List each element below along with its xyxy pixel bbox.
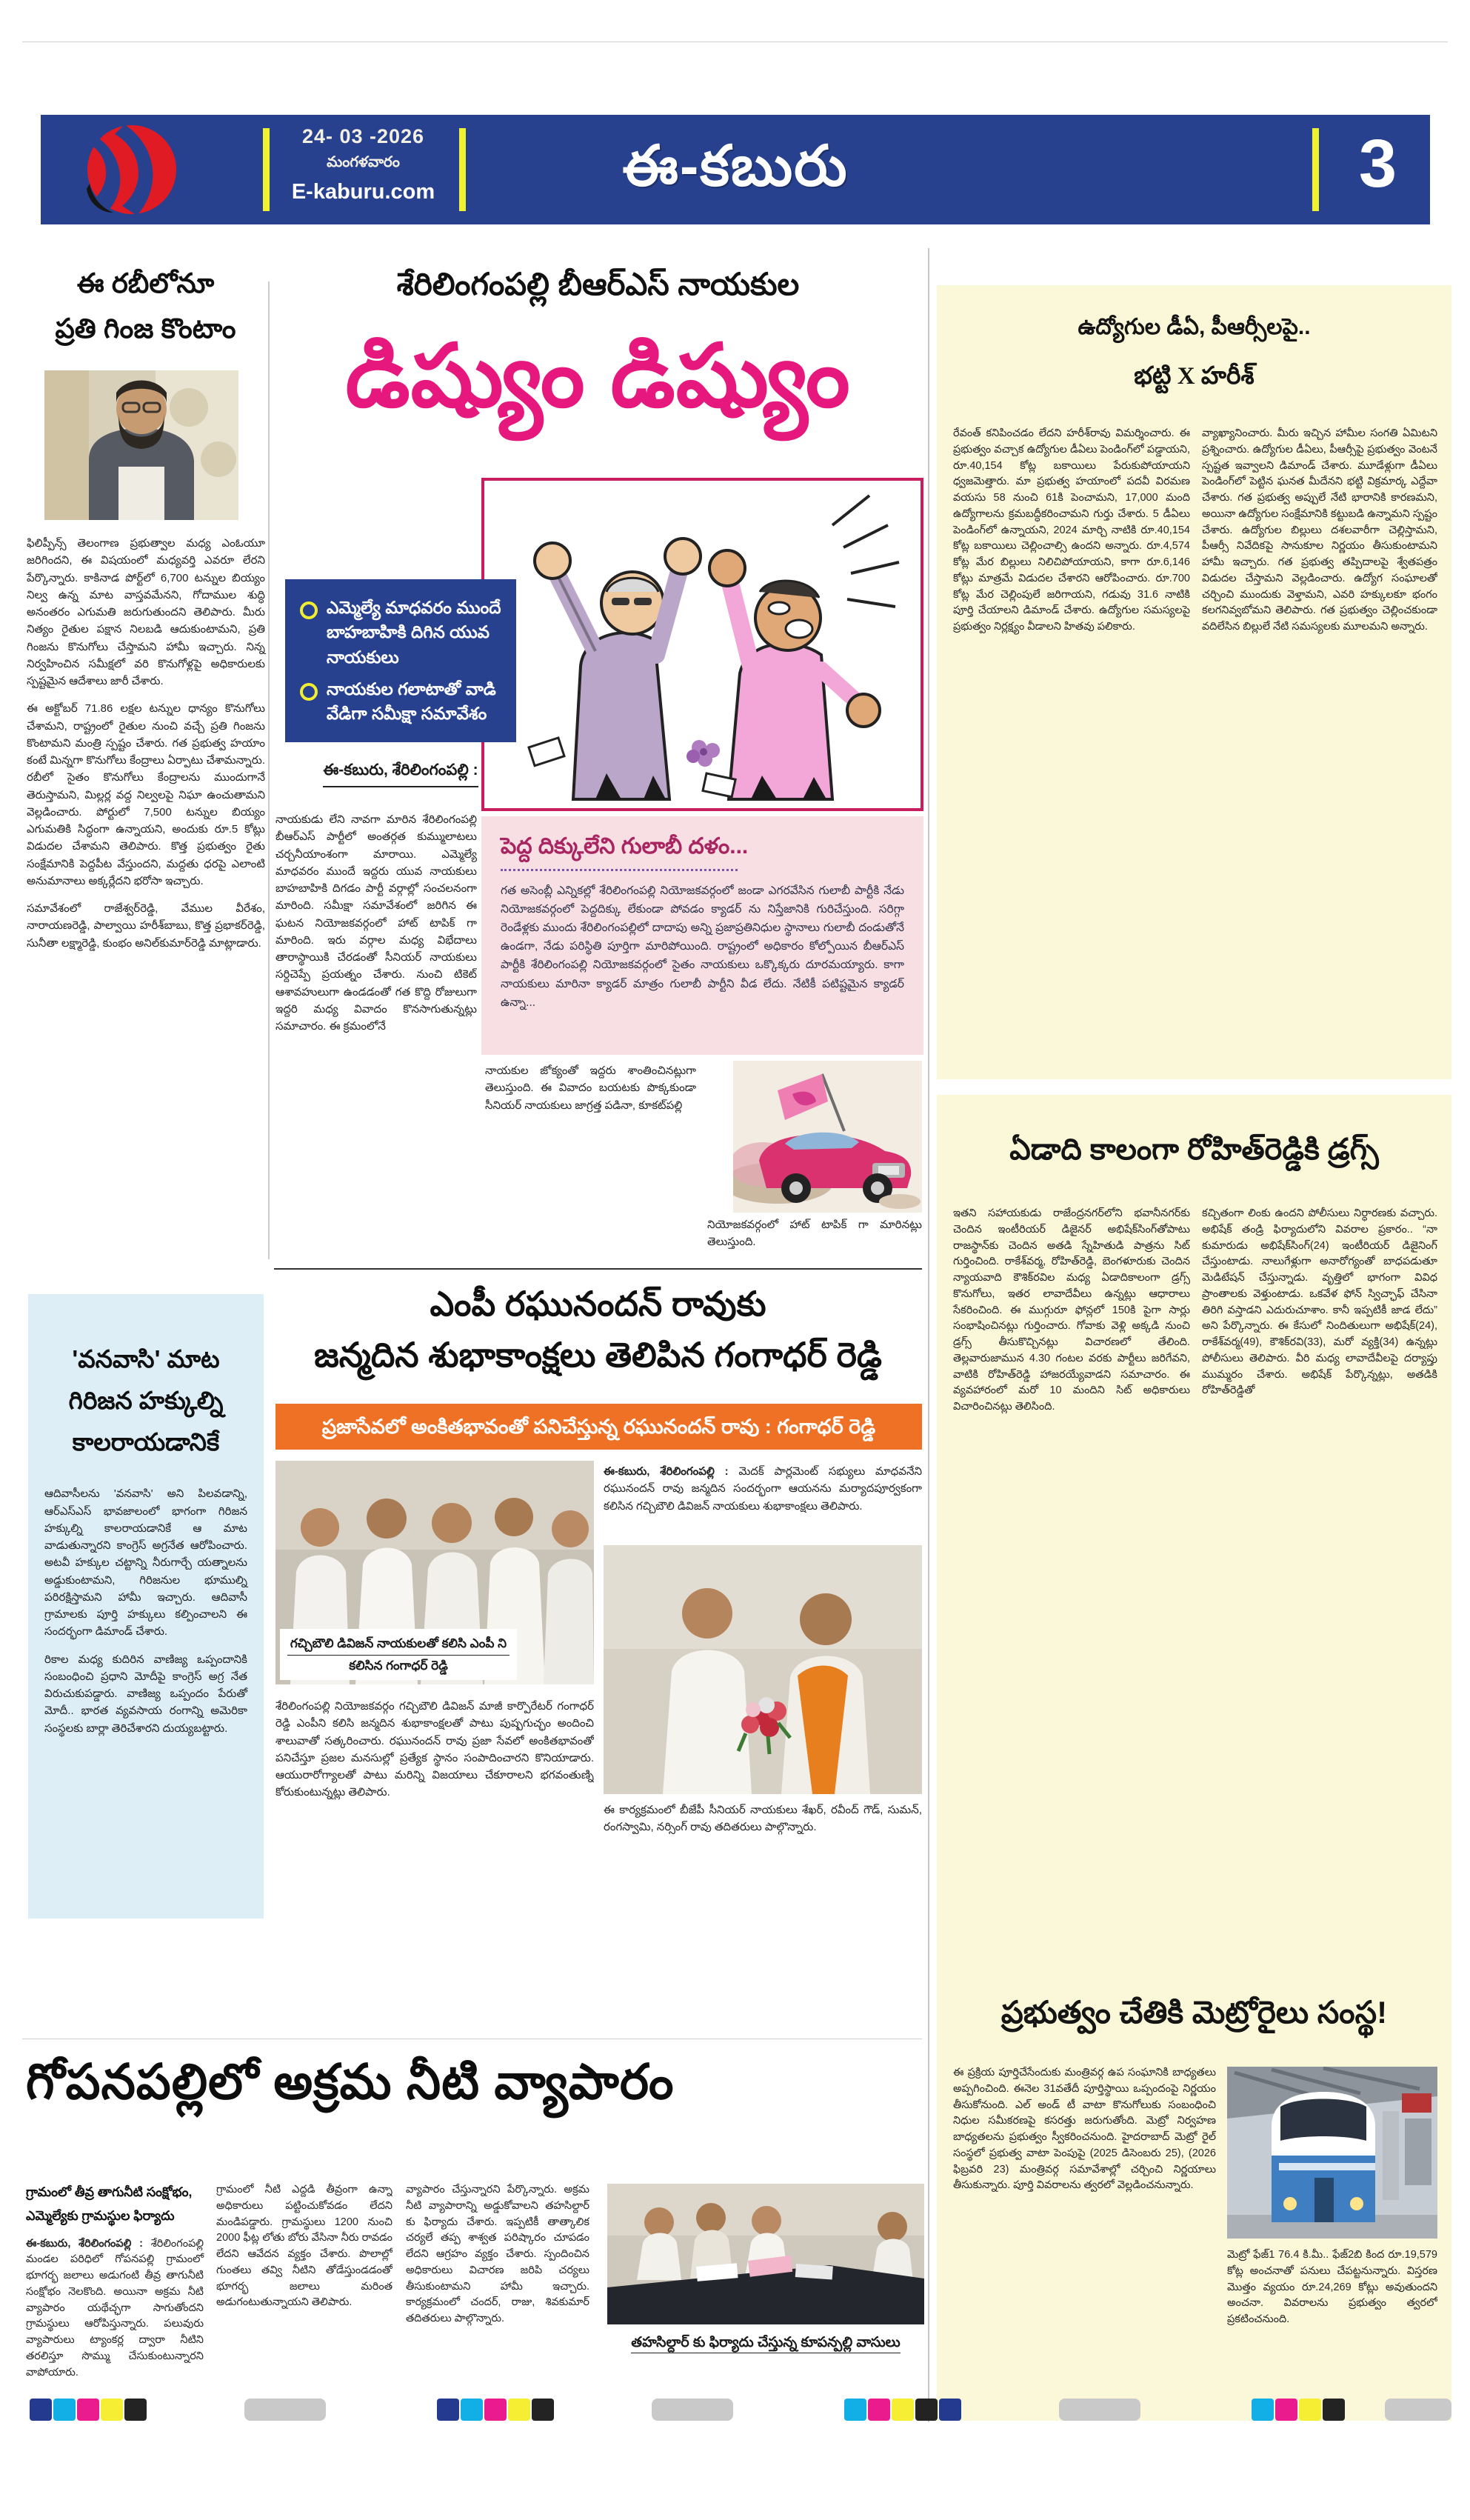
water-subhead-1: గ్రామంలో తీవ్ర తాగునీటి సంక్షోభం, [26, 2184, 193, 2199]
batti-body-col1: రేవంత్ కనిపించడం లేదని హరీశ్‌రావు విమర్శించారు. ఈ ప్రభుత్వం వచ్చాక ఉద్యోగుల డీఏలు పెండింగ్‌లో పడ్డాయని, రూ.40,154 కోట్ల బకాయిలు పేరుకుపోయాయని ధ్వజమెత్తారు. మా ప్రభుత్వ హయాంలో పదవీ విరమణ వయసు 58 నుంచి 61కి పెంచామని, 17,000 మంది ఉద్యోగాలను క్రమబద్ధీకరించామని గుర్తు చేశారు. 5 డీఏలు పెండింగ్‌లో ఉన్నాయని, 2024 మార్చి నాటికి రూ.40,154 కోట్ల బకాయిలు చెల్లించాల్సి ఉందని అన్నారు. రూ.4,574 కోట్ల మేర బిల్లులు నిలిచిపోయాయని, కాగా రూ.6,146 కోట్లు మాత్రమే విడుదల చేశారని ఆరోపించారు. రూ.700 కోట్ల మేర చెల్లింపులే జరిగాయని, గడువు 31.6 నాటికి పూర్తి చేయాలని డిమాండ్ చేశారు. ఉద్యోగుల సమస్యలపై ప్రభుత్వం నిర్లక్ష్యం వీడాలని హితవు పలికారు. [953, 427, 1190, 633]
water-subhead-2: ఎమ్మెల్యేకు గ్రామస్థుల ఫిర్యాదు [26, 2208, 175, 2224]
column-divider [268, 281, 270, 1259]
water-body-col3: వ్యాపారం చేస్తున్నారని పేర్కొన్నారు. అక్రమ నీటి వ్యాపారాన్ని అడ్డుకోవాలని తహసిల్దార్ కు ఫిర్యాదు చేశారు. ఇప్పటికీ తాత్కాలిక చర్యలే తప్ప శాశ్వత పరిష్కారం చూపడం లేదని ఆగ్రహం వ్యక్తం చేశారు. స్పందించిన అధికారులు విచారణ జరిపి చర్యలు తీసుకుంటామని హామీ ఇచ్చారు. కార్యక్రమంలో చందర్, రాజు, శివకుమార్ తదితరులు పాల్గొన్నారు. [406, 2184, 589, 2324]
birthday-body-c: ఈ కార్యక్రమంలో బీజేపీ సీనియర్ నాయకులు శేఖర్, రవీంద్ గౌడ్, సుమన్, రంగస్వామి, నర్సింగ్ రావు తదితరులు పాల్గొన్నారు. [604, 1804, 922, 1834]
felicitation-photo [604, 1545, 922, 1794]
vanavasi-headline-line3: కాలరాయడానికే [72, 1428, 220, 1456]
fight-body-col3: నియోజకవర్గంలో హాట్ టాపిక్ గా మారినట్లు తెలుస్తుంది. [707, 1219, 922, 1249]
water-body-col2: గ్రామంలో నీటి ఎద్దడి తీవ్రంగా ఉన్నా అధికారులు పట్టించుకోవడం లేదని మండిపడ్డారు. గ్రామస్థులు 1200 నుంచి 2000 ఫీట్ల లోతు బోరు వేసినా నీరు రావడం లేదని ఆవేదన వ్యక్తం చేశారు. పొలాల్లో గుంతలు తవ్వి నీటిని తోడేస్తుండడంతో భూగర్భ జలాలు మరింత అడుగంటుతున్నాయని తెలిపారు. [216, 2184, 392, 2309]
water-col1 [26, 2182, 204, 2381]
fight-kicker: శేరిలింగంపల్లి బీఆర్ఎస్ నాయకుల [396, 267, 800, 301]
pink-panel-body: గత అసెంబ్లీ ఎన్నికల్లో శేరిలింగంపల్లి నియోజకవర్గంలో జండా ఎగరవేసిన గులాబీ పార్టీకి నేడు నియోజకవర్గంలో పెద్దదిక్కు లేకుండా పోవడం క్యాడర్ ను నిస్తేజానికి గురిచేస్తుంది. సరిగ్గా రెండేళ్లకు ముందు శేరిలింగంపల్లిలో దాదాపు అన్ని ప్రజాప్రతినిధుల స్థానాలు గులాబీ దండుతోనే ఉండగా, నేడు పరిస్థితి పూర్తిగా మారిపోయింది. రాష్ట్రంలో అధికారం కోల్పోయిన బీఆర్ఎస్ పార్టీకి శేరిలింగంపల్లి నియోజకవర్గంలో సైతం నాయకులు ఒక్కొక్కరు దూరమయ్యారు. కాగా నాయకులు మారినా క్యాడర్ మాత్రం గులాబీ పార్టీని వీడ లేదు. నేటికీ పటిష్టమైన క్యాడర్ ఉన్నా... [501, 884, 904, 1009]
cmyk-patch-group [437, 2399, 555, 2424]
pink-panel-heading: పెద్ద దిక్కులేని గులాబీ దళం... [501, 834, 749, 859]
vanavasi-headline [28, 1294, 264, 1463]
column-divider [928, 248, 929, 2422]
mp-group-photo-caption [280, 1629, 517, 1680]
drugs-headline: ఏడాది కాలంగా రోహిత్‌రెడ్డికి డ్రగ్స్ [1009, 1133, 1379, 1166]
drugs-body-col2: కచ్చితంగా లింకు ఉందని పోలీసులు నిర్ధారణకు వచ్చారు. అభిషేక్ తండ్రి ఫిర్యాదులోని వివరాల ప్రకారం.. “నా కుమారుడు అభిషేక్‌సింగ్(24) ఇంటీరియర్ డిజైనింగ్ చేస్తుంటాడు. నాలుగేళ్లుగా అనారోగ్యంతో బాధపడుతూ మెడిటేషన్ చేస్తున్నాడు. వృత్తిలో భాగంగా వివిధ ప్రాంతాలకు వెళ్తుంటాడు. ఒకవేళ ఫోన్ స్విచ్ఛాఫ్ చేసినా తిరిగి వస్తాడని ఎదురుచూశాం. కానీ ఇప్పటికీ జాడ లేదు” అని పేర్కొన్నారు. ఈ కేసులో నిందితులుగా అభిషేక్(24), రాకేశ్‌వర్మ(49), కౌశిక్‌రవి(33), మరో వ్యక్తి(34) ఉన్నట్లు పోలీసులు తెలిపారు. వీరి మధ్య లావాదేవీలపై దర్యాప్తు ముమ్మరం చేశారు. అభిషేక్ పేర్కొన్నట్లు, అతడికి రోహిత్‌రెడ్డితో [1202, 1207, 1437, 1397]
divider-bar [1312, 128, 1319, 211]
vanavasi-headline-line1: 'వనవాసి' మాట [72, 1345, 220, 1373]
fight-dateline-text: ఈ-కబురు, శేరిలింగంపల్లి : [323, 761, 478, 787]
gray-registration-bar [244, 2399, 326, 2421]
brs-flag-car-photo [733, 1061, 922, 1213]
diamond-separator [501, 869, 738, 871]
versus-x: X [1171, 363, 1201, 390]
page-number: 3 [1358, 126, 1397, 201]
website-url[interactable]: E-kaburu.com [291, 180, 435, 204]
fight-highlights-box [285, 579, 516, 742]
metro-train-photo [1227, 2067, 1437, 2239]
batti-headline-line1: ఉద్యోగుల డీఏ, పీఆర్సీలపై.. [1078, 315, 1311, 339]
pink-brigade-panel [481, 816, 923, 1055]
fight-bullet-2-text: నాయకుల గలాటాతో వాడి వేడిగా సమీక్షా సమావేశం [327, 679, 496, 724]
gray-registration-bar [652, 2399, 733, 2421]
section-rule [274, 1268, 922, 1270]
issue-date: 24- 03 -2026 [301, 125, 425, 147]
tahsildar-complaint-photo [607, 2184, 924, 2324]
birthday-dateline: ఈ-కబురు, శేరిలింగంపల్లి : [604, 1465, 729, 1478]
fight-cartoon [481, 478, 923, 811]
birthday-body-b: శేరిలింగంపల్లి నియోజకవర్గం గచ్చిబౌలి డివిజన్ మాజీ కార్పొరేటర్ గంగాధర్ రెడ్డి ఎంపీని కలిసి జన్మదిన శుభాకాంక్షలతో పాటు పుష్పగుచ్ఛం అందించి శాలువాతో సత్కరించారు. రఘునందన్ రావు ప్రజా సేవలో అంకితభావంతో పనిచేస్తూ ప్రజల మనసుల్లో ప్రత్యేక స్థానం సంపాదించారని కొనియాడారు. ఆయురారోగ్యాలతో పాటు మరిన్ని విజయాలు చేకూరాలని భగవంతుణ్ని కోరుకుంటున్నట్లు తెలిపారు. [275, 1700, 594, 1799]
registration-marks [0, 2399, 1470, 2424]
metro-body-col2: మెట్రో ఫేజ్1 76.4 కి.మీ.. ఫేజ్2బి కింద రూ.19,579 కోట్ల అంచనాతో పనులు చేపట్టనున్నారు. విస్తరణ మొత్తం వ్యయం రూ.24,269 కోట్లు అవుతుందని అంచనా. వివరాలను ప్రభుత్వం త్వరలో ప్రకటించనుంది. [1227, 2249, 1437, 2325]
fight-dateline [285, 761, 516, 787]
batti-name-right: హరీశ్ [1200, 361, 1254, 389]
water-body-col1 [26, 2236, 204, 2381]
bullet-ring-icon [300, 683, 318, 701]
batti-name-left: భట్టి [1134, 361, 1172, 389]
vanavasi-body [28, 1463, 264, 1737]
batti-harish-article [937, 285, 1451, 1079]
tahsildar-photo-caption [607, 2335, 924, 2354]
newspaper-title: ఈ-కబురు [622, 135, 849, 198]
cmyk-patch-group [1252, 2399, 1346, 2424]
batti-headline-line2 [937, 345, 1451, 396]
fight-headline: డిష్యుం డిష్యుం [345, 327, 851, 425]
birthday-body-a [604, 1463, 922, 1540]
caption-line2: కలిసిన గంగాధర్ రెడ్డి [349, 1658, 448, 1673]
fight-body-col1: నాయకుడు లేని నావగా మారిన శేరిలింగంపల్లి బీఆర్ఎస్ పార్టీలో అంతర్గత కుమ్ములాటలు చర్చనీయాంశంగా మారాయి. ఎమ్మెల్యే మాధవరం ముందే ఇద్దరు యువ నాయకులు బాహబాహికి దిగడం పార్టీ వర్గాల్లో సంచలనంగా మారింది. సమీక్షా సమావేశంలో జరిగిన ఈ ఘటన నియోజకవర్గంలో హాట్ టాపిక్ గా మారింది. ఇరు వర్గాల మధ్య విభేదాలు తారాస్థాయికి చేరడంతో సీనియర్ నాయకులు సర్దిచెప్పే ప్రయత్నం చేశారు. నుంచి టికెట్ ఆశావహులుగా ఉండడంతో గత కొద్ది రోజులుగా ఇద్దరి మధ్య వివాదం కొనసాగుతున్నట్లు సమాచారం. ఈ క్రమంలోనే [275, 813, 477, 1033]
bullet-ring-icon [300, 601, 318, 619]
paddy-para-1: ఫిలిప్పీన్స్ తెలంగాణ ప్రభుత్వాల మధ్య ఎంఓయూ జరిగిందని, ఈ విషయంలో మధ్యవర్తి ఎవరూ లేరని పేర్కొన్నారు. కాకినాడ పోర్ట్‌లో 6,700 టన్నుల బియ్యం నిల్వ ఉన్న మాట వాస్తవమేనని, గోదాముల శుద్ధి అనంతరం ఎగుమతి జరుగుతుందని తెలిపారు. మీరు నిత్యం రైతుల పక్షాన నిలబడి ఆదుకుంటామని, ప్రతి గింజను కొనుగోలు చేస్తామని హామీ ఇచ్చారు. నిన్న నిర్వహించిన సమీక్షలో వరి కొనుగోళ్లపై అధికారులకు స్పష్టమైన ఆదేశాలు జారీ చేశారు. [27, 537, 265, 687]
cmyk-patch-group [844, 2399, 963, 2424]
vanavasi-para-1: ఆదివాసీలను 'వనవాసి' అని పిలవడాన్ని, ఆర్ఎస్ఎస్ భావజాలంలో భాగంగా గిరిజన హక్కుల్ని కాలరాయడానికే ఆ మాట వాడుతున్నారని కాంగ్రెస్ అగ్రనేత ఆరోపించారు. అటవీ హక్కుల చట్టాన్ని నీరుగార్చే యత్నాలను అడ్డుకుంటామని, గిరిజనుల భూముల్ని పరిరక్షిస్తామని హామీ ఇచ్చారు. ఆదివాసీ గ్రామాలకు పూర్తి హక్కులు కల్పించాలని ఈ సందర్భంగా డిమాండ్ చేశారు. [44, 1487, 247, 1639]
fight-bullet-2 [300, 677, 501, 727]
tahsildar-caption-text: తహసిల్దార్ కు ఫిర్యాదు చేస్తున్న కూపన్పల్లి వాసులు [631, 2335, 900, 2353]
birthday-headline [274, 1279, 922, 1381]
fight-bullet-1-text: ఎమ్మెల్యే మాధవరం ముందే బాహబాహికి దిగిన యువ నాయకులు [327, 598, 501, 667]
issue-day: మంగళవారం [327, 154, 400, 170]
drugs-body-col1: ఇతని సహాయకుడు రాజేంద్రనగర్‌లోని భవానీనగర్‌కు చెందిన ఇంటీరియర్ డిజైనర్ అభిషేక్‌సింగ్‌తోపాటు రాజస్థాన్‌కు చెందిన అతడి స్నేహితుడి పాత్రను సిట్ గుర్తించింది. రాకేశ్‌వర్మ, రోహిత్‌రెడ్డి, బెంగళూరుకు చెందిన న్యాయవాది కౌశిక్‌రవిల మధ్య ఏడాదికాలంగా డ్రగ్స్ కొనుగోలు, ఇతర లావాదేవీలు ఉన్నట్లు ఆధారాలు సేకరించింది. ఈ ముగ్గురూ ఫోన్లలో 150కి పైగా సార్లు సంభాషించినట్లు గుర్తించారు. గోవాకు వెళ్లి అక్కడి నుంచి డ్రగ్స్ తీసుకొచ్చినట్లు విచారణలో తేలింది. తెల్లవారుజామున 4.30 గంటల వరకు పార్టీలు జరిగేవని, వాటికి రోహిత్‌రెడ్డి హాజరయ్యేవాడని సమాచారం. ఈ వ్యవహారంలో మరో 10 మందిని సిట్ అధికారులు విచారించినట్లు తెలిసింది. [953, 1207, 1190, 1413]
paddy-para-3: సమావేశంలో రాజేశ్వర్‌రెడ్డి, వేముల వీరేశం, నారాయణరెడ్డి, పాల్వాయి హరీశ్‌బాబు, కొత్త ప్రభాకర్‌రెడ్డి, సునీతా లక్ష్మారెడ్డి, కుంభం అనిల్‌కుమార్‌రెడ్డి మాట్లాడారు. [27, 902, 265, 950]
birthday-headline-line2: జన్మదిన శుభాకాంక్షలు తెలిపిన గంగాధర్ రెడ్డి [314, 1336, 882, 1374]
water-body-col1-text: శేరిలింగంపల్లి మండల పరిధిలో గోపనపల్లి గ్రామంలో భూగర్భ జలాలు అడుగంటి తీవ్ర తాగునీటి సంక్షోభం నెలకొంది. అయినా అక్రమ నీటి వ్యాపారం యథేచ్ఛగా సాగుతోందని గ్రామస్థులు ఆరోపిస్తున్నారు. పలువురు వ్యాపారులు ట్యాంకర్ల ద్వారా నీటిని తరలిస్తూ సొమ్ము చేసుకుంటున్నారని వాపోయారు. [26, 2237, 204, 2379]
masthead-band [41, 115, 1430, 224]
paddy-headline [22, 261, 269, 351]
birthday-strap: ప్రజాసేవలో అంకితభావంతో పనిచేస్తున్న రఘునందన్ రావు : గంగాధర్ రెడ్డి [275, 1404, 922, 1450]
cmyk-patch-group [30, 2399, 148, 2424]
vanavasi-para-2: రికాల మధ్య కుదిరిన వాణిజ్య ఒప్పందానికి సంబంధించి ప్రధాని మోదీపై కాంగ్రెస్ అగ్ర నేత విరుచుకుపడ్డారు. వాణిజ్య ఒప్పందం పేరుతో మోదీ.. భారత వ్యవసాయ రంగాన్ని అమెరికా సంస్థలకు బార్లా తెరిచేశారని దుయ్యబట్టారు. [44, 1653, 247, 1735]
mp-group-photo [275, 1461, 594, 1684]
gray-registration-bar [1059, 2399, 1140, 2421]
caption-line1: గచ్చిబౌలి డివిజన్ నాయకులతో కలిసి ఎంపీ ని [287, 1633, 510, 1656]
top-rule [22, 41, 1448, 42]
paddy-headline-line1: ఈ రబీలోనూ [76, 268, 215, 299]
gray-registration-bar [1385, 2399, 1451, 2421]
right-lower-panel [937, 1095, 1451, 2421]
minister-photo [44, 370, 238, 520]
water-dateline: ఈ-కబురు, శేరిలింగంపల్లి : [26, 2237, 143, 2250]
paddy-para-2: ఈ అక్టోబర్ 71.86 లక్షల టన్నుల ధాన్యం కొనుగోలు చేశామని, రాష్ట్రంలో రైతుల నుంచి వచ్చే ప్రతి గింజను కొంటామని మంత్రి స్పష్టం చేశారు. గత ప్రభుత్వ హయాం కంటే మిన్నగా కొనుగోలు కేంద్రాలు ఏర్పాటు చేశామన్నారు. రబీలో సైతం కొనుగోలు కేంద్రాలను ముందుగానే తెరుస్తామని, మిల్లర్ల వద్ద నిల్వలపై నిఘా ఉంచుతామని వెల్లడించారు. పోర్టులో 7,500 టన్నుల బియ్యం ఎగుమతికి సిద్ధంగా ఉన్నాయని, అందుకు రూ.5 కోట్లు విడుదల చేశామని తెలిపారు. కొత్త ప్రభుత్వం రైతు సంక్షేమానికి పెద్దపీట వేస్తుందని, మద్దతు ధరపై ఎలాంటి అనుమానాలు అక్కర్లేదని భరోసా ఇచ్చారు. [27, 702, 265, 887]
birthday-headline-line1: ఎంపీ రఘునందన్ రావుకు [430, 1284, 766, 1323]
vanavasi-headline-line2: గిరిజన హక్కుల్ని [68, 1387, 224, 1415]
fight-body-col2: నాయకుల జోక్యంతో ఇద్దరు శాంతించినట్లుగా తెలుస్తుంది. ఈ వివాదం బయటకు పొక్కకుండా సీనియర్ నాయకులు జాగ్రత్త పడినా, కూకట్‌పల్లి [485, 1064, 696, 1112]
metro-body-col1: ఈ ప్రక్రియ పూర్తిచేసేందుకు మంత్రివర్గ ఉప సంఘానికి బాధ్యతలు అప్పగించింది. ఈనెల 31వతేదీ పూర్తిస్థాయి ఒప్పందంపై నిర్ణయం తీసుకోనుంది. ఎల్ అండ్ టీ వాటా కొనుగోలుకు సంబంధించి నిధుల సమీకరణపై కసరత్తు జరుగుతోంది. మెట్రో నిర్వహణ బాధ్యతలను ప్రభుత్వం స్వీకరించనుంది. హైదరాబాద్ మెట్రో రైల్ సంస్థలో ప్రభుత్వ వాటా పెంపుపై (2025 డిసెంబరు 25), (2026 ఫిబ్రవరి 23) మంత్రివర్గ సమావేశాల్లో చర్చించి నిర్ణయాలు తీసుకున్నారు. పూర్తి వివరాలను త్వరలో వెల్లడించనున్నారు. [953, 2067, 1216, 2192]
water-headline: గోపనపల్లిలో అక్రమ నీటి వ్యాపారం [26, 2054, 675, 2109]
vanavasi-article [28, 1294, 264, 1919]
paddy-body [27, 535, 265, 952]
batti-body-col2: వ్యాఖ్యానించారు. మీరు ఇచ్చిన హామీల సంగతి ఏమిటని ప్రశ్నించారు. ఉద్యోగుల డీఏలు, పీఆర్సీపై ప్రభుత్వం వెంటనే స్పష్టత ఇవ్వాలని డిమాండ్ చేశారు. మూడేళ్లుగా డీఏలు పెండింగ్‌లో పెట్టిన ఘనత మీదేనని భట్టి విక్రమార్క ఎద్దేవా చేశారు. గత ప్రభుత్వ అప్పులే నేటి భారానికి కారణమని, అయినా ఉద్యోగుల సంక్షేమానికి కట్టుబడి ఉన్నామని స్పష్టం చేశారు. ఉద్యోగుల బిల్లులు దశలవారీగా చెల్లిస్తామని, పీఆర్సీ నివేదికపై సానుకూల నిర్ణయం తీసుకుంటామని హామీ ఇచ్చారు. గత ప్రభుత్వ తప్పిదాలపై శ్వేతపత్రం విడుదల చేస్తామని వెల్లడించారు. ఉద్యోగ సంఘాలతో చర్చించి ముందుకు వెళ్తామని, ఎవరి హక్కులకూ భంగం కలగనివ్వబోమని తెలిపారు. గత ప్రభుత్వం చెల్లించకుండా వదిలేసిన బిల్లులే నేటి సమస్యలకు మూలమని అన్నారు. [1202, 427, 1437, 633]
paddy-headline-line2: ప్రతి గింజ కొంటాం [55, 313, 236, 344]
fight-bullet-1 [300, 596, 501, 670]
birthday-body-a-text: మెదక్ పార్లమెంట్ సభ్యులు మాధవనేని రఘునందన్ రావు జన్మదిన సందర్భంగా ఆయనను మర్యాదపూర్వకంగా కలిసిన గచ్చిబౌలి డివిజన్ నాయకులు శుభాకాంక్షలు తెలిపారు. [604, 1465, 922, 1513]
metro-headline: ప్రభుత్వం చేతికి మెట్రోరైలు సంస్థ! [1000, 1995, 1388, 2030]
